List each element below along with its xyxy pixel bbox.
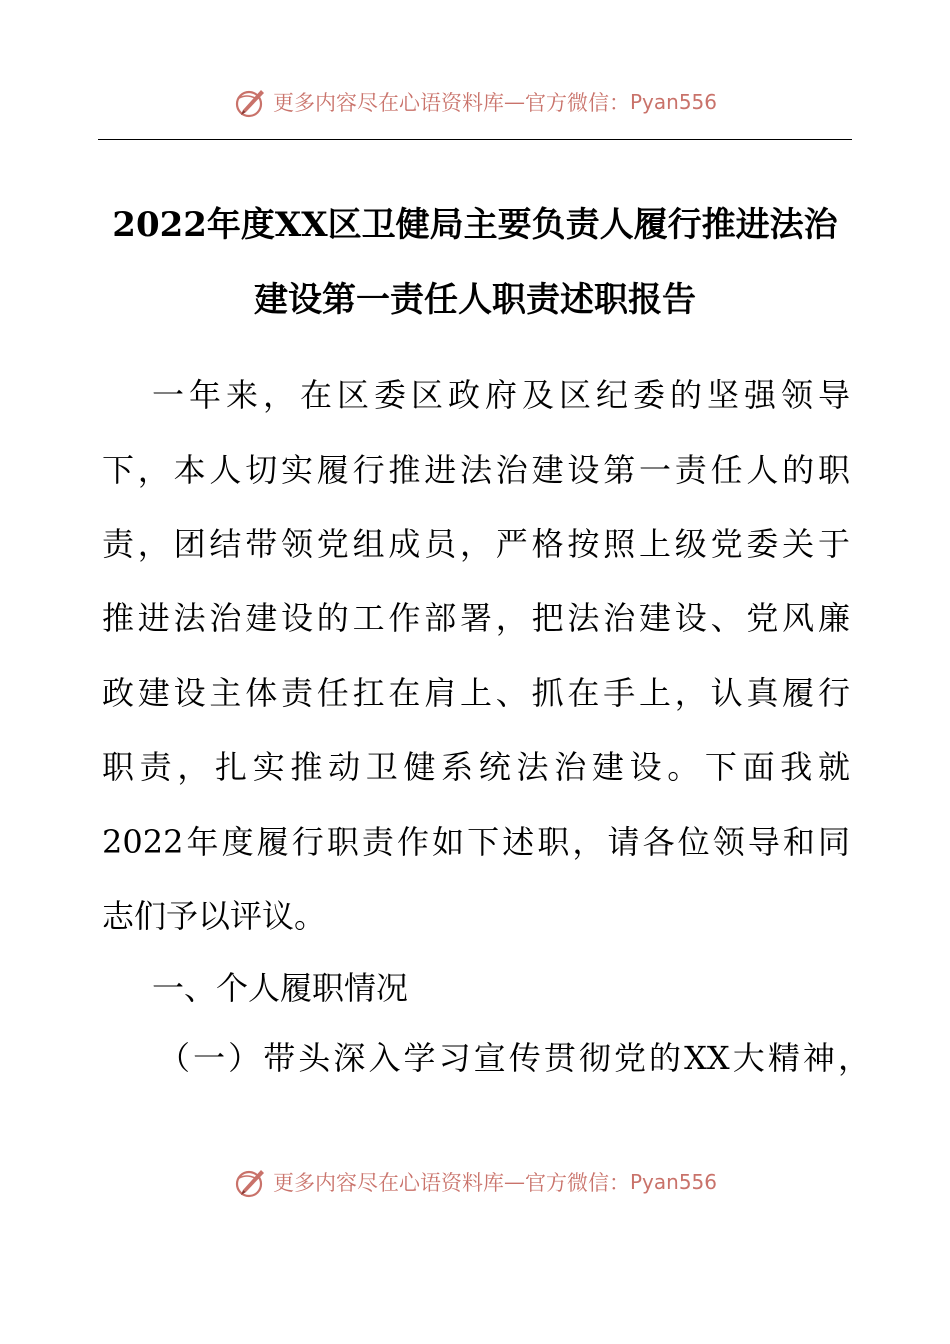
banner-wechat-id: Pyan556 [629,1170,717,1194]
banner-dash: — [503,90,525,114]
header-divider [98,139,852,140]
banner-brand-text: 更多内容尽在心语资料库 [272,91,504,115]
banner-wechat-label: 官方微信： [524,91,630,115]
paragraph-line: 职责，扎实推动卫健系统法治建设。下面我就 [102,748,850,786]
subsection-heading: （一）带头深入学习宣传贯彻党的XX大精神， [158,1039,870,1077]
banner-dash: — [503,1170,525,1194]
document-title-line-2: 建设第一责任人职责述职报告 [254,280,696,320]
quill-pen-logo-icon [233,84,269,120]
section-heading: 一、个人履职情况 [152,969,409,1007]
banner-wechat-label: 官方微信： [524,1171,630,1195]
document-title-line-1: 2022年度XX区卫健局主要负责人履行推进法治 [112,205,838,245]
paragraph-line: 下，本人切实履行推进法治建设第一责任人的职 [102,451,850,489]
paragraph-line: 推进法治建设的工作部署，把法治建设、党风廉 [102,599,850,637]
header-watermark-banner [0,80,950,124]
paragraph-line: 责，团结带领党组成员，严格按照上级党委关于 [102,525,850,563]
paragraph-line: 志们予以评议。 [102,897,327,935]
paragraph-line: 一年来，在区委区政府及区纪委的坚强领导 [152,376,850,414]
banner-brand-text: 更多内容尽在心语资料库 [272,1171,504,1195]
banner-wechat-id: Pyan556 [629,90,717,114]
footer-watermark-banner [0,1160,950,1204]
paragraph-line: 政建设主体责任扛在肩上、抓在手上，认真履行 [102,674,850,712]
paragraph-line: 2022年度履行职责作如下述职，请各位领导和同 [102,823,850,861]
quill-pen-logo-icon [233,1164,269,1200]
